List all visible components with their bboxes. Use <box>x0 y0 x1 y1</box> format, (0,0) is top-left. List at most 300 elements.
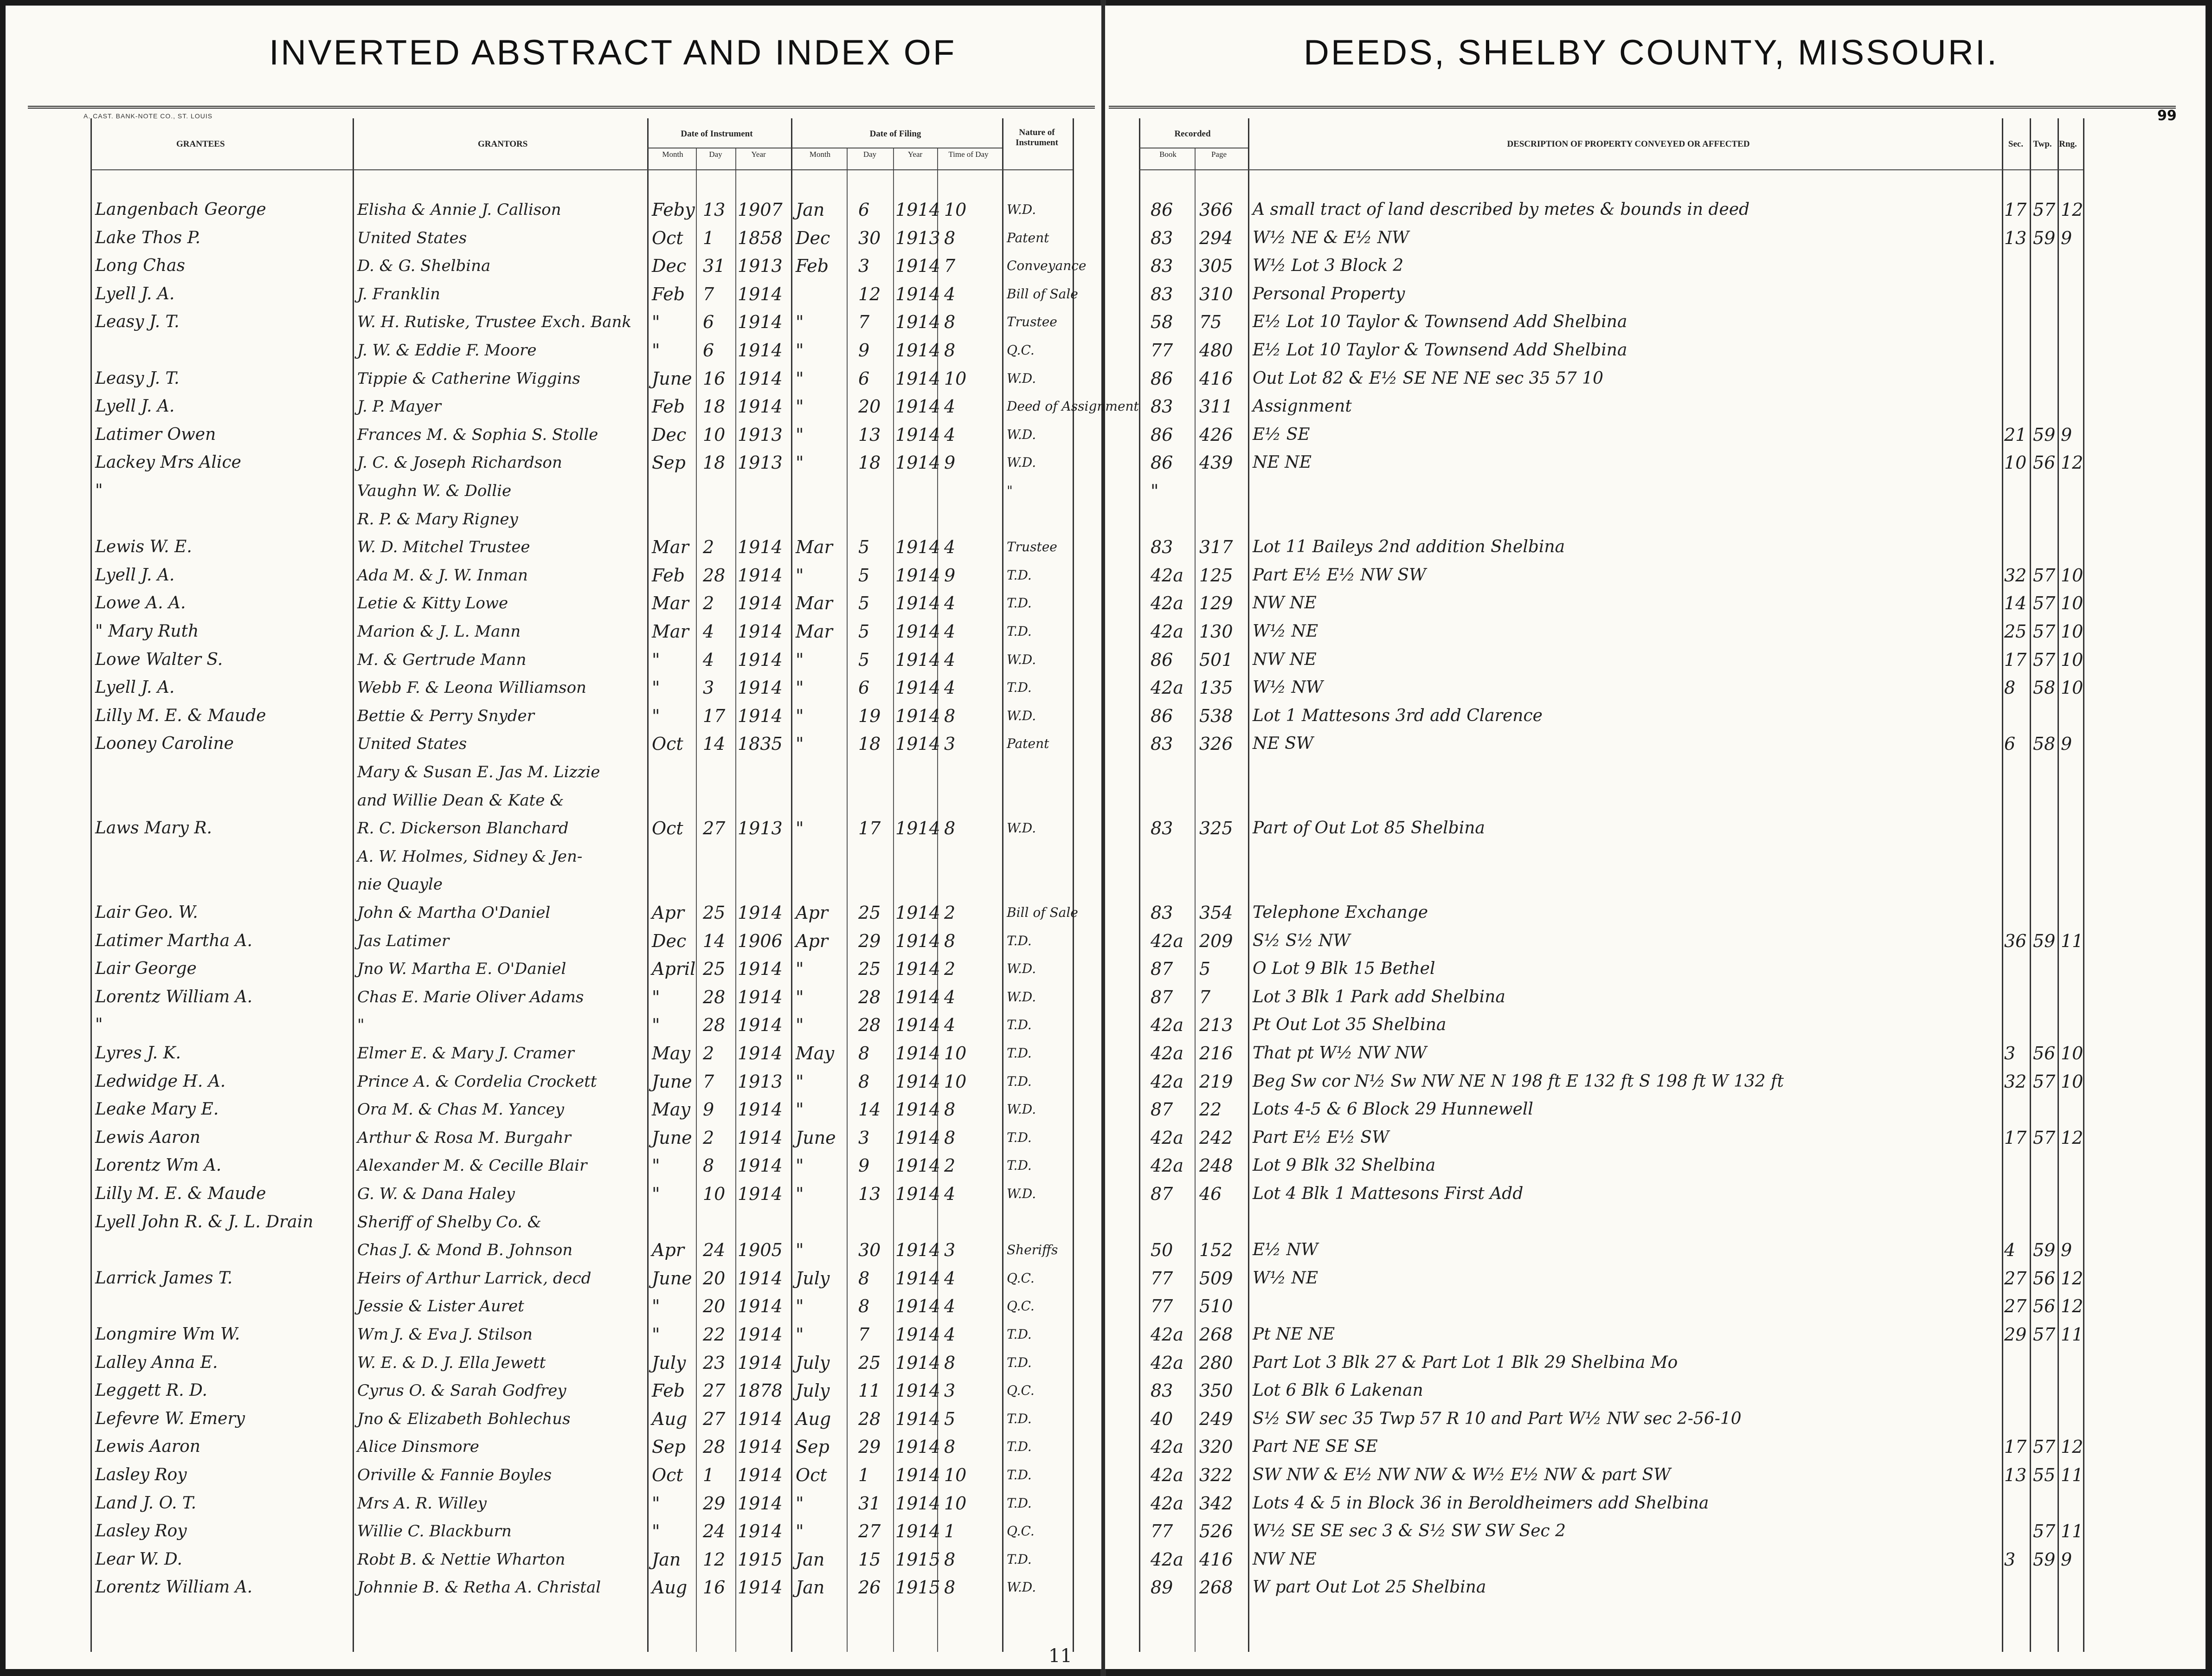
cell-twp: 56 <box>2033 1296 2056 1316</box>
cell-file-day: 5 <box>858 593 870 613</box>
cell-nature: T.D. <box>1007 1130 1032 1145</box>
cell-twp: 56 <box>2033 1268 2056 1289</box>
cell-file-month: Jan <box>796 200 825 220</box>
cell-nature: W.D. <box>1007 1186 1036 1201</box>
cell-book: 83 <box>1151 256 1173 276</box>
cell-page: 342 <box>1199 1493 1233 1514</box>
cell-rng: 9 <box>2061 228 2072 248</box>
column-rule <box>353 118 354 1652</box>
cell-inst-month: Aug <box>652 1577 688 1598</box>
cell-book: 86 <box>1151 452 1173 473</box>
cell-file-year: 1914 <box>895 593 940 613</box>
cell-file-year: 1915 <box>895 1577 940 1598</box>
cell-file-day: 6 <box>858 677 870 698</box>
cell-book: 42a <box>1151 1493 1184 1514</box>
cell-page: 325 <box>1199 818 1233 838</box>
cell-page: 510 <box>1199 1296 1233 1316</box>
cell-file-day: 5 <box>858 650 870 670</box>
column-rule <box>2083 118 2084 1652</box>
cell-file-month: Feb <box>796 256 829 276</box>
right-top-rule <box>1109 106 2176 109</box>
cell-book: 83 <box>1151 1380 1173 1401</box>
cell-grantee: Lorentz Wm A. <box>95 1156 222 1175</box>
cell-twp: 57 <box>2033 650 2056 670</box>
cell-file-month: Apr <box>796 931 828 951</box>
header-rule <box>1139 169 2083 170</box>
cell-inst-month: " <box>652 1155 660 1176</box>
cell-sec: 21 <box>2004 425 2027 445</box>
cell-rng: 9 <box>2061 1549 2072 1570</box>
cell-description: NW NE <box>1253 593 1317 612</box>
cell-file-day: 14 <box>858 1099 881 1120</box>
cell-book: 77 <box>1151 1521 1173 1541</box>
cell-book: 83 <box>1151 396 1173 417</box>
cell-twp: 57 <box>2033 621 2056 642</box>
column-rule <box>1073 118 1074 1652</box>
cell-grantor: Arthur & Rosa M. Burgahr <box>357 1128 571 1147</box>
cell-file-year: 1914 <box>895 537 940 557</box>
cell-twp: 57 <box>2033 593 2056 613</box>
cell-grantee: Lake Thos P. <box>95 228 201 247</box>
cell-sec: 17 <box>2004 1437 2027 1457</box>
cell-grantor: Alexander M. & Cecille Blair <box>357 1156 587 1175</box>
cell-grantee: Lyres J. K. <box>95 1044 181 1063</box>
cell-inst-month: Feb <box>652 284 685 304</box>
cell-file-month: Mar <box>796 593 833 613</box>
cell-sec: 27 <box>2004 1268 2027 1289</box>
cell-file-time: 4 <box>944 1296 956 1316</box>
cell-file-year: 1914 <box>895 1353 940 1373</box>
cell-nature: W.D. <box>1007 1579 1036 1595</box>
cell-page: 326 <box>1199 734 1233 754</box>
cell-rng: 12 <box>2061 1437 2083 1457</box>
cell-rng: 11 <box>2061 1324 2083 1345</box>
cell-file-time: 4 <box>944 677 956 698</box>
cell-inst-month: Mar <box>652 593 689 613</box>
cell-inst-month: April <box>652 959 696 979</box>
cell-page: 249 <box>1199 1409 1233 1429</box>
cell-file-year: 1914 <box>895 1409 940 1429</box>
cell-inst-year: 1914 <box>738 1155 783 1176</box>
cell-file-month: Jan <box>796 1577 825 1598</box>
cell-file-time: 4 <box>944 1324 956 1345</box>
cell-inst-day: 31 <box>703 256 726 276</box>
cell-twp: 58 <box>2033 734 2056 754</box>
cell-page: 125 <box>1199 565 1233 586</box>
cell-nature: W.D. <box>1007 708 1036 723</box>
cell-nature: T.D. <box>1007 1158 1032 1173</box>
cell-grantee: Lorentz William A. <box>95 1578 253 1597</box>
cell-grantee: Lair Geo. W. <box>95 903 198 922</box>
cell-nature: W.D. <box>1007 1102 1036 1117</box>
cell-sec: 17 <box>2004 650 2027 670</box>
cell-file-time: 10 <box>944 1465 967 1485</box>
cell-nature: Q.C. <box>1007 342 1035 358</box>
cell-rng: 9 <box>2061 734 2072 754</box>
cell-file-month: Apr <box>796 902 828 923</box>
cell-inst-year: 1914 <box>738 368 783 389</box>
cell-grantor: Elmer E. & Mary J. Cramer <box>357 1044 574 1063</box>
cell-description: Part NE SE SE <box>1253 1437 1378 1456</box>
column-rule <box>791 118 792 1652</box>
cell-file-month: " <box>796 1493 804 1514</box>
cell-nature: T.D. <box>1007 680 1032 695</box>
cell-file-day: 27 <box>858 1521 881 1541</box>
cell-rng: 9 <box>2061 425 2072 445</box>
cell-rng: 10 <box>2061 650 2083 670</box>
cell-inst-day: 3 <box>703 677 714 698</box>
cell-inst-year: 1913 <box>738 818 783 838</box>
cell-grantee: Lalley Anna E. <box>95 1353 218 1372</box>
cell-inst-year: 1914 <box>738 706 783 726</box>
cell-book: 89 <box>1151 1577 1173 1598</box>
cell-inst-day: 9 <box>703 1099 714 1120</box>
cell-nature: W.D. <box>1007 371 1036 386</box>
sub-file-month: Month <box>809 150 831 159</box>
cell-nature: W.D. <box>1007 652 1036 667</box>
cell-inst-day: 25 <box>703 959 726 979</box>
cell-inst-month: " <box>652 987 660 1007</box>
cell-file-time: 5 <box>944 1409 956 1429</box>
cell-inst-year: 1913 <box>738 1071 783 1092</box>
cell-inst-month: Feb <box>652 396 685 417</box>
sub-file-year: Year <box>907 150 923 159</box>
cell-file-month: " <box>796 818 804 838</box>
cell-nature: T.D. <box>1007 1439 1032 1454</box>
cell-page: 538 <box>1199 706 1233 726</box>
cell-page: 416 <box>1199 1549 1233 1570</box>
cell-inst-year: 1914 <box>738 396 783 417</box>
cell-book: 42a <box>1151 1128 1184 1148</box>
cell-inst-year: 1907 <box>738 200 783 220</box>
cell-file-day: 3 <box>858 1128 870 1148</box>
cell-file-year: 1914 <box>895 650 940 670</box>
cell-page: 294 <box>1199 228 1233 248</box>
cell-twp: 57 <box>2033 200 2056 220</box>
cell-inst-year: 1914 <box>738 902 783 923</box>
cell-nature: " <box>1007 483 1013 498</box>
cell-file-day: 28 <box>858 1409 881 1429</box>
cell-file-time: 1 <box>944 1521 956 1541</box>
cell-file-day: 30 <box>858 228 881 248</box>
cell-nature: W.D. <box>1007 989 1036 1005</box>
cell-twp: 57 <box>2033 1437 2056 1457</box>
cell-grantee: Lasley Roy <box>95 1465 187 1484</box>
printer-imprint: A. CAST. BANK-NOTE CO., ST. LOUIS <box>84 112 213 120</box>
cell-description: That pt W½ NW NW <box>1253 1044 1427 1063</box>
cell-inst-month: " <box>652 706 660 726</box>
cell-inst-month: " <box>652 340 660 361</box>
cell-file-time: 8 <box>944 312 956 332</box>
cell-inst-month: June <box>652 368 692 389</box>
col-recorded: Recorded <box>1174 129 1211 139</box>
cell-file-year: 1914 <box>895 1099 940 1120</box>
cell-book: 42a <box>1151 677 1184 698</box>
header-rule <box>90 169 1073 170</box>
column-rule <box>647 118 649 1652</box>
cell-file-month: " <box>796 734 804 754</box>
cell-file-month: " <box>796 1324 804 1345</box>
cell-grantor: United States <box>357 229 467 247</box>
cell-inst-year: 1835 <box>738 734 783 754</box>
cell-grantee: Lewis Aaron <box>95 1128 200 1147</box>
cell-inst-year: 1914 <box>738 284 783 304</box>
cell-inst-day: 16 <box>703 368 726 389</box>
cell-inst-month: " <box>652 1015 660 1035</box>
cell-page: 310 <box>1199 284 1233 304</box>
cell-grantor: Wm J. & Eva J. Stilson <box>357 1325 533 1344</box>
cell-description: Lot 11 Baileys 2nd addition Shelbina <box>1253 537 1565 556</box>
cell-grantee: Lefevre W. Emery <box>95 1409 245 1428</box>
cell-grantor: Heirs of Arthur Larrick, decd <box>357 1269 592 1288</box>
cell-grantee: Lewis Aaron <box>95 1437 200 1456</box>
cell-file-year: 1914 <box>895 902 940 923</box>
cell-inst-day: 18 <box>703 396 726 417</box>
cell-nature: T.D. <box>1007 1017 1032 1032</box>
cell-inst-day: 13 <box>703 200 726 220</box>
cell-file-month: " <box>796 340 804 361</box>
cell-page: 135 <box>1199 677 1233 698</box>
cell-inst-year: 1906 <box>738 931 783 951</box>
cell-twp: 57 <box>2033 1128 2056 1148</box>
cell-description: W½ SE SE sec 3 & S½ SW SW Sec 2 <box>1253 1521 1566 1541</box>
cell-twp: 59 <box>2033 1549 2056 1570</box>
cell-inst-day: 18 <box>703 452 726 473</box>
cell-file-month: " <box>796 706 804 726</box>
cell-nature: T.D. <box>1007 1074 1032 1089</box>
cell-file-time: 8 <box>944 1099 956 1120</box>
cell-nature: T.D. <box>1007 1552 1032 1567</box>
cell-file-month: " <box>796 452 804 473</box>
cell-sec: 10 <box>2004 452 2027 473</box>
cell-description: SW NW & E½ NW NW & W½ E½ NW & part SW <box>1253 1465 1671 1484</box>
cell-sec: 27 <box>2004 1296 2027 1316</box>
cell-nature: T.D. <box>1007 1467 1032 1483</box>
cell-nature: T.D. <box>1007 624 1032 639</box>
cell-description: NW NE <box>1253 650 1317 669</box>
cell-book: 42a <box>1151 1015 1184 1035</box>
cell-file-year: 1914 <box>895 1521 940 1541</box>
cell-grantor: Marion & J. L. Mann <box>357 622 521 641</box>
cell-sec: 17 <box>2004 1128 2027 1148</box>
cell-grantee: Land J. O. T. <box>95 1494 197 1513</box>
cell-rng: 10 <box>2061 621 2083 642</box>
cell-inst-year: 1914 <box>738 1353 783 1373</box>
cell-file-day: 20 <box>858 396 881 417</box>
cell-grantee: Lorentz William A. <box>95 987 253 1006</box>
cell-inst-year: 1914 <box>738 565 783 586</box>
cell-inst-day: 24 <box>703 1521 726 1541</box>
cell-inst-year: 1914 <box>738 1521 783 1541</box>
cell-inst-year: 1914 <box>738 677 783 698</box>
cell-inst-year: 1914 <box>738 593 783 613</box>
cell-nature: Conveyance <box>1007 258 1087 273</box>
cell-twp: 57 <box>2033 1521 2056 1541</box>
cell-inst-day: 20 <box>703 1268 726 1289</box>
cell-inst-year: 1858 <box>738 228 783 248</box>
cell-description: W½ Lot 3 Block 2 <box>1253 256 1404 275</box>
cell-nature: T.D. <box>1007 1355 1032 1370</box>
cell-nature: Q.C. <box>1007 1523 1035 1539</box>
cell-grantee: Lowe Walter S. <box>95 650 223 669</box>
sub-file-day: Day <box>863 150 877 159</box>
cell-grantor: Vaughn W. & Dollie <box>357 482 512 500</box>
column-rule <box>90 118 92 1652</box>
cell-page: 480 <box>1199 340 1233 361</box>
cell-grantee: Lowe A. A. <box>95 593 186 612</box>
cell-file-year: 1914 <box>895 1043 940 1064</box>
cell-rng: 12 <box>2061 1128 2083 1148</box>
cell-page: 219 <box>1199 1071 1233 1092</box>
cell-rng: 11 <box>2061 931 2083 951</box>
cell-grantor: J. W. & Eddie F. Moore <box>357 341 537 360</box>
cell-file-day: 3 <box>858 256 870 276</box>
cell-page: 501 <box>1199 650 1233 670</box>
cell-inst-month: June <box>652 1071 692 1092</box>
cell-sec: 25 <box>2004 621 2027 642</box>
cell-file-day: 9 <box>858 1155 870 1176</box>
cell-book: 42a <box>1151 1437 1184 1457</box>
cell-file-time: 4 <box>944 396 956 417</box>
cell-file-day: 26 <box>858 1577 881 1598</box>
col-date-instrument: Date of Instrument <box>681 129 753 139</box>
cell-inst-year: 1914 <box>738 1184 783 1204</box>
cell-file-year: 1914 <box>895 565 940 586</box>
cell-rng: 12 <box>2061 1296 2083 1316</box>
cell-rng: 10 <box>2061 677 2083 698</box>
cell-inst-day: 2 <box>703 1043 714 1064</box>
cell-file-time: 10 <box>944 1493 967 1514</box>
cell-file-day: 11 <box>858 1380 881 1401</box>
column-rule <box>893 148 894 1652</box>
cell-file-time: 8 <box>944 931 956 951</box>
cell-grantor: and Willie Dean & Kate & <box>357 791 564 810</box>
cell-file-year: 1914 <box>895 1155 940 1176</box>
cell-inst-day: 6 <box>703 312 714 332</box>
cell-inst-day: 7 <box>703 284 714 304</box>
cell-file-month: July <box>796 1268 830 1289</box>
cell-description: Part E½ E½ SW <box>1253 1128 1389 1147</box>
column-rule <box>2030 118 2031 1652</box>
cell-book: 86 <box>1151 706 1173 726</box>
cell-page: 350 <box>1199 1380 1233 1401</box>
cell-inst-day: 28 <box>703 987 726 1007</box>
cell-grantor: Willie C. Blackburn <box>357 1522 512 1541</box>
cell-inst-year: 1914 <box>738 1296 783 1316</box>
cell-file-month: " <box>796 1071 804 1092</box>
cell-description: Lot 3 Blk 1 Park add Shelbina <box>1253 987 1505 1006</box>
cell-book: 87 <box>1151 959 1173 979</box>
cell-rng: 10 <box>2061 1071 2083 1092</box>
cell-nature: T.D. <box>1007 567 1032 583</box>
cell-page: 317 <box>1199 537 1233 557</box>
cell-inst-day: 24 <box>703 1240 726 1260</box>
cell-file-year: 1914 <box>895 1296 940 1316</box>
cell-inst-day: 6 <box>703 340 714 361</box>
cell-inst-month: Dec <box>652 931 687 951</box>
cell-file-year: 1914 <box>895 340 940 361</box>
cell-grantor: " <box>357 1016 365 1034</box>
cell-twp: 57 <box>2033 1071 2056 1092</box>
cell-inst-month: June <box>652 1268 692 1289</box>
cell-file-year: 1914 <box>895 200 940 220</box>
col-rng: Rng. <box>2059 139 2077 149</box>
cell-description: Telephone Exchange <box>1253 903 1428 922</box>
cell-inst-month: " <box>652 677 660 698</box>
cell-file-day: 5 <box>858 565 870 586</box>
cell-inst-month: June <box>652 1128 692 1148</box>
cell-page: 22 <box>1199 1099 1222 1120</box>
cell-page: 322 <box>1199 1465 1233 1485</box>
cell-page: 320 <box>1199 1437 1233 1457</box>
cell-inst-day: 28 <box>703 565 726 586</box>
cell-inst-day: 23 <box>703 1353 726 1373</box>
cell-file-day: 25 <box>858 959 881 979</box>
cell-book: 42a <box>1151 565 1184 586</box>
cell-nature: W.D. <box>1007 202 1036 217</box>
cell-page: 305 <box>1199 256 1233 276</box>
cell-grantee: Lasley Roy <box>95 1521 187 1541</box>
left-top-rule <box>28 106 1095 109</box>
cell-page: 439 <box>1199 452 1233 473</box>
cell-description: W½ NE <box>1253 622 1318 641</box>
cell-file-day: 28 <box>858 1015 881 1035</box>
cell-grantor: Cyrus O. & Sarah Godfrey <box>357 1381 566 1400</box>
cell-grantor: Robt B. & Nettie Wharton <box>357 1550 566 1569</box>
cell-page: 426 <box>1199 425 1233 445</box>
cell-inst-month: Aug <box>652 1409 688 1429</box>
cell-file-day: 8 <box>858 1071 870 1092</box>
cell-file-year: 1914 <box>895 452 940 473</box>
cell-nature: T.D. <box>1007 1496 1032 1511</box>
cell-inst-year: 1914 <box>738 537 783 557</box>
cell-rng: 11 <box>2061 1521 2083 1541</box>
cell-inst-month: " <box>652 1521 660 1541</box>
cell-file-day: 9 <box>858 340 870 361</box>
cell-page: 242 <box>1199 1128 1233 1148</box>
cell-inst-month: Oct <box>652 1465 683 1485</box>
cell-grantor: Prince A. & Cordelia Crockett <box>357 1072 597 1091</box>
cell-inst-year: 1914 <box>738 1577 783 1598</box>
column-rule <box>1139 118 1140 1652</box>
cell-grantee: Lear W. D. <box>95 1550 182 1569</box>
cell-grantor: Chas E. Marie Oliver Adams <box>357 988 584 1006</box>
cell-rng: 11 <box>2061 1465 2083 1485</box>
cell-description: S½ SW sec 35 Twp 57 R 10 and Part W½ NW sec 2-56-10 <box>1253 1409 1742 1428</box>
cell-page: 311 <box>1199 396 1233 417</box>
cell-file-month: May <box>796 1043 835 1064</box>
cell-inst-month: Apr <box>652 1240 684 1260</box>
cell-book: 77 <box>1151 1296 1173 1316</box>
cell-inst-month: Jan <box>652 1549 681 1570</box>
cell-file-year: 1915 <box>895 1549 940 1570</box>
cell-twp: 59 <box>2033 1240 2056 1260</box>
cell-file-year: 1914 <box>895 1015 940 1035</box>
cell-file-time: 4 <box>944 650 956 670</box>
cell-file-year: 1914 <box>895 1465 940 1485</box>
cell-page: 7 <box>1199 987 1211 1007</box>
cell-file-month: Jan <box>796 1549 825 1570</box>
cell-description: A small tract of land described by metes & bounds in deed <box>1253 200 1750 219</box>
cell-grantor: Jessie & Lister Auret <box>357 1297 524 1315</box>
cell-book: 42a <box>1151 621 1184 642</box>
cell-sec: 36 <box>2004 931 2027 951</box>
cell-file-year: 1914 <box>895 1128 940 1148</box>
cell-grantee: Langenbach George <box>95 200 266 219</box>
cell-grantee: " Mary Ruth <box>95 622 199 641</box>
cell-inst-month: July <box>652 1353 686 1373</box>
cell-nature: T.D. <box>1007 595 1032 611</box>
